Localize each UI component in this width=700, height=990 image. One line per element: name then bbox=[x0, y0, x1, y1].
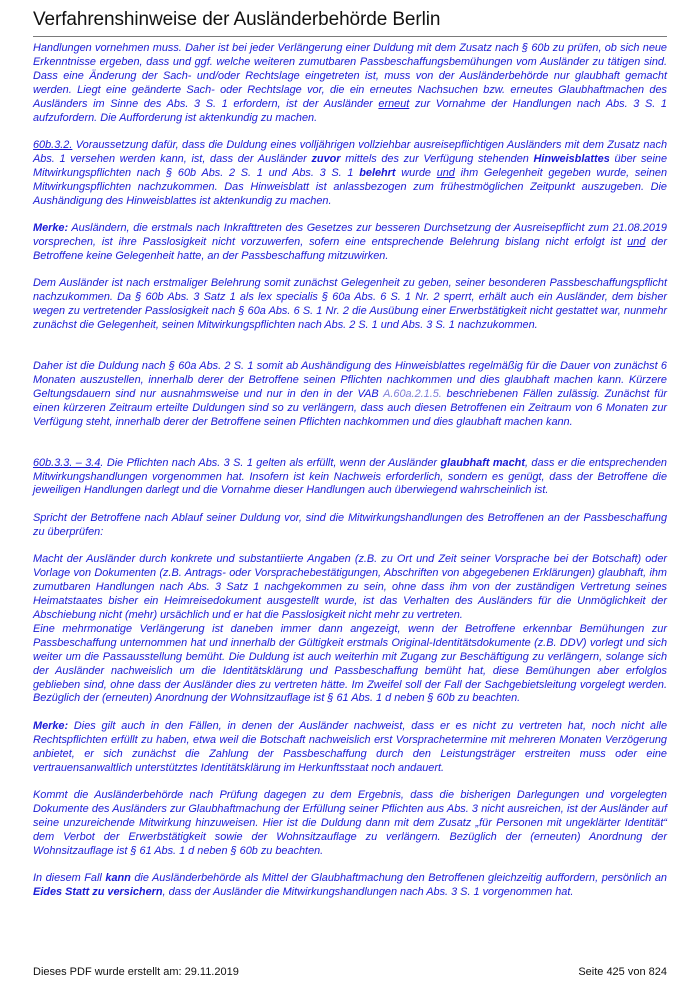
paragraph-60b-3-3: 60b.3.3. – 3.4. Die Pflichten nach Abs. 3 S. 1 gelten als erfüllt, wenn der Ausländer glaubhaft macht, dass er die entsprechenden Mitwirkungshandlungen vorgenommen hat. Insofern ist kein Nachweis erforderlich, sondern es genügt, dass der Betroffene die jeweiligen Handlungen darlegt und die Vornahme dieser Handlungen auch überwiegend wahrscheinlich ist. bbox=[33, 456, 667, 497]
merke-note: Merke: Ausländern, die erstmals nach Inkrafttreten des Gesetzes zur besseren Durchsetzung der Ausreisepflicht zum 21.08.2019 vorsprechen, ist ihre Passlosigkeit nicht vorzuwerfen, sofern eine entsprechende Belehrung bislang nicht erfolgt ist und der Betroffene keine Gelegenheit hatte, an der Passbeschaffung mitzuwirken. bbox=[33, 222, 667, 262]
page-title: Verfahrenshinweise der Ausländerbehörde Berlin bbox=[33, 9, 441, 30]
vab-reference-link[interactable]: A.60a.2.1.5. bbox=[383, 387, 442, 400]
paragraph-pruefung: Spricht der Betroffene nach Ablauf seiner Duldung vor, sind die Mitwirkungshandlungen des Betroffenen an der Passbeschaffung zu überprüfen: bbox=[33, 511, 667, 538]
paragraph-verlaengerung: Eine mehrmonatige Verlängerung ist daneben immer dann angezeigt, wenn der Betroffene erkennbar Bemühungen zur Passbeschaffung unternommen hat und innerhalb der Gültigkeit erstmals Original-Identitätsdokumente (z.B. DDV) vorlegt und sich weiter um die Passausstellung bemüht. Die Duldung ist auch weiterhin mit Zugang zur Beschäftigung zu verlängern, solange sich der Ausländer nachweislich um die Identitätsklärung und Passbeschaffung bemüht hat, diese Bemühungen aber erfolglos geblieben sind, ohne dass der Ausländer dies zu vertreten hätte. Im Zweifel soll der Fall der Sachgebietsleitung vorgelegt werden. Bezüglich der (erneuten) Anordnung der Wohnsitzauflage ist § 61 Abs. 1 d neben § 60b zu beachten. bbox=[33, 622, 667, 705]
section-ref-link[interactable]: 60b.3.3. – 3.4 bbox=[33, 456, 101, 469]
paragraph-duldung-dauer: Daher ist die Duldung nach § 60a Abs. 2 S. 1 somit ab Aushändigung des Hinweisblattes regelmäßig für die Dauer von zunächst 6 Monaten auszustellen, innerhalb derer der Betroffene seinen Pflichten nachkommen und dies glaubhaft machen kann. Kürzere Geltungsdauern sind nur ausnahmsweise und nur in den in der VAB A.60a.2.1.5. beschriebenen Fällen zulässig. Zunächst für einen kürzeren Zeitraum erteilte Duldungen sind so zu verlängern, dass auch diesen Betroffenen ein Zeitraum von 6 Monaten zur Verfügung steht, innerhalb derer der Betroffene seinen Pflichten nachkommen und dies glaubhaft machen kann. bbox=[33, 360, 668, 428]
paragraph-unzureichend: Kommt die Ausländerbehörde nach Prüfung dagegen zu dem Ergebnis, dass die bisherigen Darlegungen und vorgelegten Dokumente des Ausländers zur Glaubhaftmachung der Erfüllung seiner Pflichten aus Abs. 3 nicht ausreichen, ist der Ausländer auf seine unzureichende Mitwirkung hinzuweisen. Hier ist die Duldung dann mit dem Zusatz „für Personen mit ungeklärter Identität“ dem Verbot der Erwerbstätigkeit sowie der Wohnsitzauflage zu verlängern. Bezüglich der (erneuten) Anordnung der Wohnsitzauflage ist § 61 Abs. 1 d neben § 60b zu beachten. bbox=[33, 789, 667, 857]
paragraph-eides-statt: In diesem Fall kann die Ausländerbehörde als Mittel der Glaubhaftmachung den Betroffenen gleichzeitig auffordern, persönlich an Eides Statt zu versichern, dass der Ausländer die Mitwirkungshandlungen nach Abs. 3 S. 1 vorgenommen hat. bbox=[33, 872, 667, 899]
footer-created-date: Dieses PDF wurde erstellt am: 29.11.2019 bbox=[33, 966, 239, 978]
document-body bbox=[33, 42, 667, 914]
paragraph-continuation: Handlungen vornehmen muss. Daher ist bei jeder Verlängerung einer Duldung mit dem Zusatz nach § 60b zu prüfen, ob sich neue Erkenntnisse ergeben, dass und ggf. welche weiteren zumutbaren Passbeschaffungsbemühungen vom Ausländer zu tätigen sind. Dass eine Änderung der Sach- und/oder Rechtslage eingetreten ist, muss von der Ausländerbehörde nur glaubhaft gemacht werden. Liegt eine geänderte Sach- oder Rechtslage vor, die ein erneutes Nachsuchen bzw. erneutes Glaubhaftmachen des Ausländers im Sinne des Abs. 3 S. 1 erfordern, ist der Ausländer erneut zur Vornahme der Handlungen nach Abs. 3 S. 1 aufzufordern. Die Aufforderung ist aktenkundig zu machen. bbox=[33, 42, 667, 124]
footer-page-number: Seite 425 von 824 bbox=[578, 966, 667, 978]
paragraph-belehrung: Dem Ausländer ist nach erstmaliger Belehrung somit zunächst Gelegenheit zu geben, seiner besonderen Passbeschaffungspflicht nachzukommen. Da § 60b Abs. 3 Satz 1 als lex specialis § 60a Abs. 6 S. 1 Nr. 2 sperrt, erhält auch ein Ausländer, dem bisher wegen zu vertretender Passlosigkeit nach § 60a Abs. 6 S. 1 Nr. 2 die Ausübung einer Erwerbstätigkeit nicht gestattet war, nunmehr zunächst die Gelegenheit, seinen Mitwirkungspflichten nach Abs. 2 S. 1 und Abs. 3 S. 1 nachzukommen. bbox=[33, 277, 667, 332]
paragraph-glaubhaft: Macht der Ausländer durch konkrete und substantiierte Angaben (z.B. zu Ort und Zeit seiner Vorsprache bei der Botschaft) oder Vorlage von Dokumenten (z.B. Antrags- oder Vorsprachebestätigungen, Abschriften von abgegebenen Erklärungen) glaubhaft, ihm zumutbaren Handlungen nach Abs. 3 Satz 1 nachgekommen zu sein, ohne dass ihm von der zuständigen Vertretung seines Heimatstaates bisher ein Heimreisedokument ausgestellt wurde, ist das Verhalten des Ausländers für die Unmöglichkeit der Abschiebung nicht (mehr) ursächlich und er hat die Passlosigkeit nicht mehr zu vertreten. bbox=[33, 553, 667, 621]
section-ref-link[interactable]: 60b.3.2. bbox=[33, 139, 73, 152]
header-divider bbox=[33, 36, 667, 37]
merke-note: Merke: Dies gilt auch in den Fällen, in denen der Ausländer nachweist, dass er es nicht zu vertreten hat, noch nicht alle Rechtspflichten erfüllt zu haben, etwa weil die Botschaft nachweislich erst Vorsprachetermine mit mehreren Monaten Verzögerung anbietet, er sich zunächst die Zahlung der Passbeschaffung durch den Leistungsträger erstreiten muss oder eine vertrauensanwaltlich unterstütztes Identitätsklärung im Herkunftsstaat noch andauert. bbox=[33, 719, 667, 774]
paragraph-60b-3-2: 60b.3.2. Voraussetzung dafür, dass die Duldung eines volljährigen vollziehbar ausreisepflichtigen Ausländers mit dem Zusatz nach Abs. 1 versehen werden kann, ist, dass der Ausländer zuvor mittels des zur Verfügung stehenden Hinweisblattes über seine Mitwirkungspflichten nach § 60b Abs. 2 S. 1 und Abs. 3 S. 1 belehrt wurde und ihm Gelegenheit gegeben wurde, seinen Mitwirkungspflichten nachzukommen. Das Hinweisblatt ist anlassbezogen zum frühestmöglichen Zeitpunkt auszugeben. Die Aushändigung des Hinweisblattes ist aktenkundig zu machen. bbox=[33, 139, 668, 207]
